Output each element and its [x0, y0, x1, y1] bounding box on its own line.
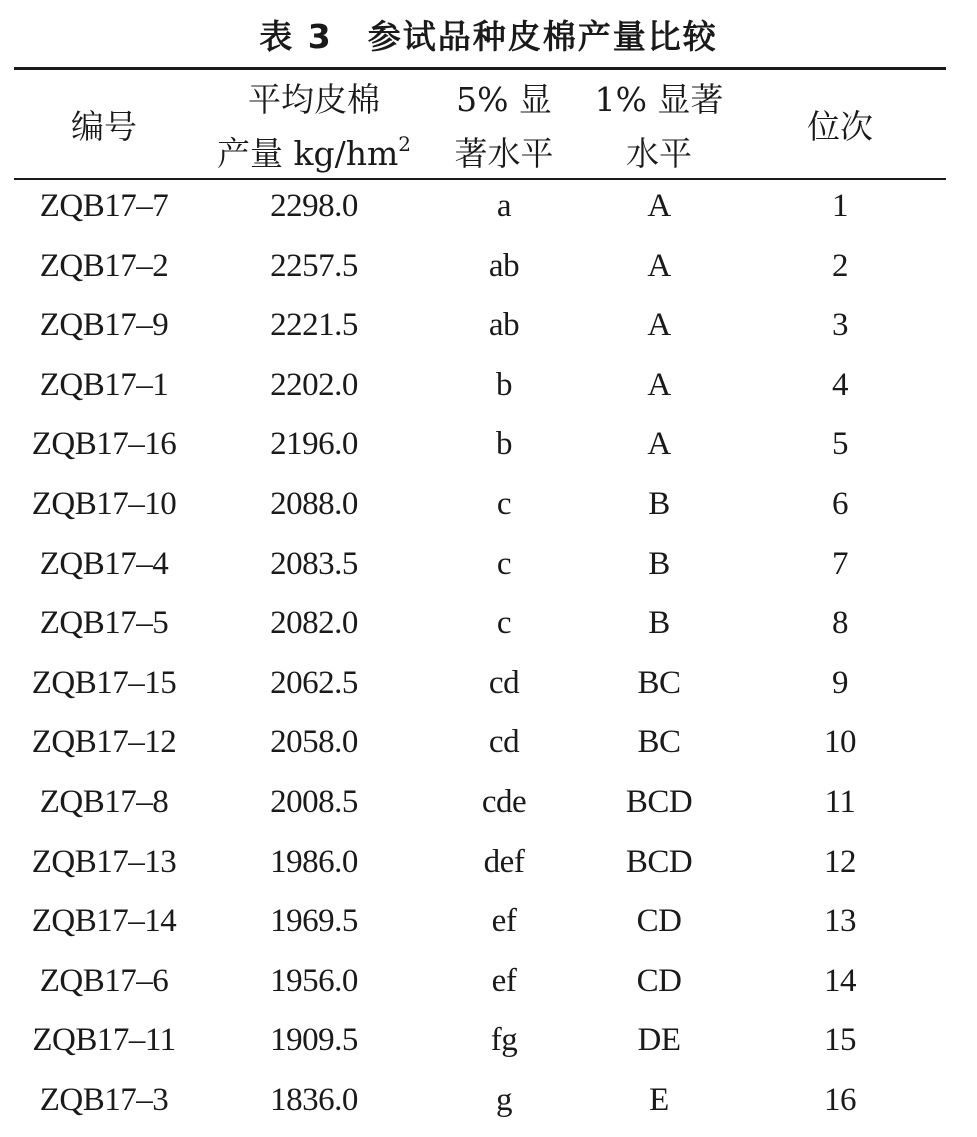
cell-rank: 5 [832, 426, 848, 463]
table-row [14, 836, 946, 896]
table-row [14, 657, 946, 717]
table-row [14, 418, 946, 478]
cell-five-percent: ef [491, 962, 517, 999]
cell-rank: 11 [824, 783, 856, 820]
cell-five-percent: c [496, 605, 512, 642]
cell-rank: 4 [832, 366, 848, 403]
cell-id: ZQB17–3 [39, 1081, 169, 1118]
cell-five-percent: def [483, 843, 525, 880]
cell-five-percent: cd [488, 664, 520, 701]
cell-id: ZQB17–9 [39, 307, 169, 344]
cell-yield: 2257.5 [270, 247, 358, 284]
cell-yield: 2008.5 [270, 783, 358, 820]
header-yield-unit: 产量 kg/hm [216, 134, 399, 173]
table-body [14, 180, 946, 1134]
cell-yield: 1836.0 [270, 1081, 358, 1118]
table-row [14, 478, 946, 538]
table-row [14, 895, 946, 955]
cell-id: ZQB17–16 [31, 426, 177, 463]
cell-rank: 9 [832, 664, 848, 701]
table-row [14, 1074, 946, 1134]
cell-id: ZQB17–6 [39, 962, 169, 999]
cell-one-percent: B [648, 485, 670, 522]
cell-yield: 2082.0 [270, 605, 358, 642]
cell-yield: 2083.5 [270, 545, 358, 582]
cell-id: ZQB17–4 [39, 545, 169, 582]
cell-rank: 3 [832, 307, 848, 344]
cell-five-percent: c [496, 545, 512, 582]
cell-rank: 8 [832, 605, 848, 642]
table-header [14, 70, 946, 178]
cell-one-percent: BC [637, 724, 681, 761]
cell-rank: 10 [824, 724, 856, 761]
cell-five-percent: ab [488, 247, 520, 284]
header-rank [760, 70, 920, 178]
cell-id: ZQB17–11 [32, 1022, 176, 1059]
table-row [14, 1014, 946, 1074]
cell-one-percent: A [647, 426, 671, 463]
header-yield-line1: 平均皮棉 [248, 80, 380, 119]
cell-rank: 6 [832, 485, 848, 522]
cell-one-percent: A [647, 188, 671, 224]
cell-id: ZQB17–8 [39, 783, 169, 820]
header-one-line1: 1% 显著 [594, 80, 724, 119]
cell-one-percent: BCD [625, 783, 693, 820]
cell-yield: 1986.0 [270, 843, 358, 880]
cell-id: ZQB17–2 [39, 247, 169, 284]
cell-five-percent: c [496, 485, 512, 522]
cell-id: ZQB17–15 [31, 664, 177, 701]
cell-one-percent: B [648, 605, 670, 642]
cell-rank: 2 [832, 247, 848, 284]
cell-five-percent: cde [481, 783, 527, 820]
cell-yield: 2088.0 [270, 485, 358, 522]
cell-five-percent: g [496, 1081, 512, 1118]
cell-one-percent: DE [637, 1022, 681, 1059]
cell-one-percent: B [648, 545, 670, 582]
header-rank-label: 位次 [807, 107, 873, 146]
cell-five-percent: a [496, 188, 512, 224]
cell-id: ZQB17–10 [31, 485, 177, 522]
cell-id: ZQB17–7 [39, 188, 169, 224]
header-one-percent [579, 70, 739, 178]
header-id-label: 编号 [71, 107, 137, 146]
cell-id: ZQB17–12 [31, 724, 177, 761]
cell-five-percent: cd [488, 724, 520, 761]
table-row [14, 240, 946, 300]
header-one-line2: 水平 [626, 134, 692, 173]
cell-five-percent: fg [490, 1022, 518, 1059]
cell-one-percent: E [649, 1081, 669, 1118]
cell-one-percent: A [647, 366, 671, 403]
cell-one-percent: A [647, 247, 671, 284]
table-row [14, 359, 946, 419]
table-row [14, 955, 946, 1015]
cell-five-percent: ab [488, 307, 520, 344]
cell-yield: 2202.0 [270, 366, 358, 403]
table-row [14, 180, 946, 240]
cell-yield: 2062.5 [270, 664, 358, 701]
cell-id: ZQB17–13 [31, 843, 177, 880]
cell-rank: 12 [824, 843, 856, 880]
cell-id: ZQB17–14 [31, 903, 177, 940]
cell-one-percent: BC [637, 664, 681, 701]
cell-yield: 2298.0 [270, 188, 358, 224]
cell-rank: 1 [832, 188, 848, 224]
cell-yield: 1909.5 [270, 1022, 358, 1059]
cell-yield: 1956.0 [270, 962, 358, 999]
cell-rank: 16 [824, 1081, 856, 1118]
header-five-line1: 5% 显 [456, 80, 552, 119]
table-row [14, 538, 946, 598]
cell-yield: 1969.5 [270, 903, 358, 940]
cell-one-percent: A [647, 307, 671, 344]
header-five-line2: 著水平 [454, 134, 554, 173]
cell-rank: 15 [824, 1022, 856, 1059]
cell-rank: 13 [824, 903, 856, 940]
cell-one-percent: BCD [625, 843, 693, 880]
header-yield [210, 70, 418, 178]
header-yield-superscript: 2 [398, 132, 411, 156]
cell-rank: 14 [824, 962, 856, 999]
header-five-percent [424, 70, 584, 178]
header-yield-line2 [210, 128, 418, 175]
header-id [14, 70, 194, 178]
cell-five-percent: b [496, 366, 512, 403]
cell-yield: 2058.0 [270, 724, 358, 761]
cell-one-percent: CD [636, 962, 682, 999]
cell-id: ZQB17–1 [39, 366, 169, 403]
table-row [14, 597, 946, 657]
table-row [14, 716, 946, 776]
cell-five-percent: ef [491, 903, 517, 940]
table-row [14, 776, 946, 836]
cell-yield: 2221.5 [270, 307, 358, 344]
cell-one-percent: CD [636, 903, 682, 940]
cell-id: ZQB17–5 [39, 605, 169, 642]
table-row [14, 299, 946, 359]
cell-yield: 2196.0 [270, 426, 358, 463]
table-title: 表 3 参试品种皮棉产量比较 [259, 17, 718, 56]
cell-five-percent: b [496, 426, 512, 463]
cell-rank: 7 [832, 545, 848, 582]
